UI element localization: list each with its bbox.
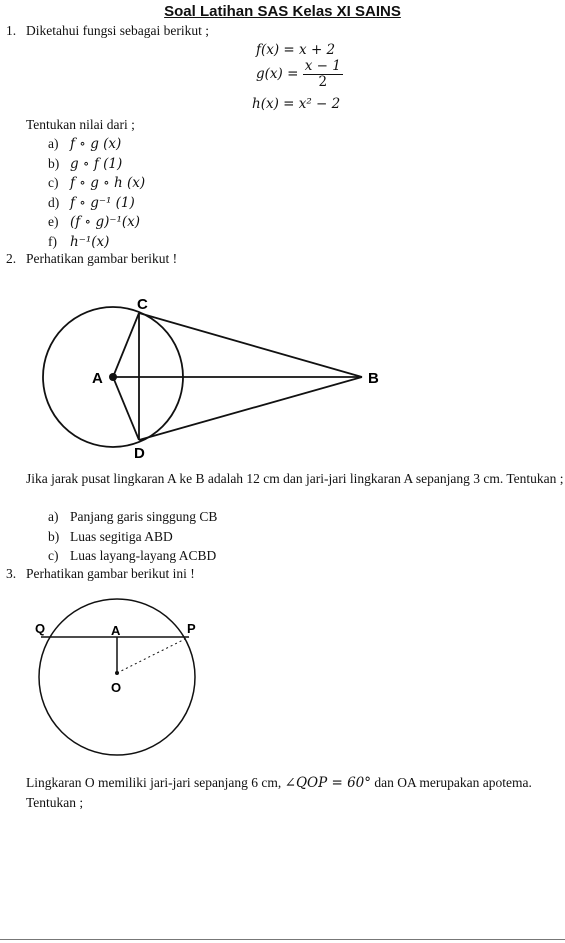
label-q: Q	[35, 621, 46, 636]
function-f: f(x) = x + 2	[256, 42, 336, 58]
label-a3: A	[111, 623, 121, 638]
list-item: a) Panjang garis singgung CB	[48, 509, 218, 524]
page-divider	[0, 939, 565, 940]
fraction-numerator: x − 1	[304, 58, 341, 74]
function-h: h(x) = x² − 2	[252, 96, 341, 112]
tangent-db	[139, 377, 362, 440]
radius-op-dotted	[117, 637, 189, 673]
question-number: 2.	[6, 251, 17, 266]
q2-sub-list	[48, 507, 217, 566]
question-number: 3.	[6, 566, 17, 581]
list-item: f) h⁻¹(x)	[48, 233, 110, 250]
list-item: c) f ∘ g ∘ h (x)	[48, 175, 146, 191]
label-b: B	[368, 370, 379, 387]
label-p: P	[187, 621, 196, 636]
fraction-denominator: 2	[318, 74, 328, 90]
question-task: Tentukan nilai dari ;	[26, 117, 135, 132]
question-text: Lingkaran O memiliki jari-jari sepanjang 6 cm, ∠QOP = 60° dan OA merupakan apotema. Tentukan ;	[26, 775, 532, 810]
list-item: a) f ∘ g (x)	[48, 136, 122, 152]
label-a: A	[92, 370, 103, 387]
tangent-cb	[139, 313, 362, 377]
center-point-o	[115, 671, 119, 675]
question-intro: Diketahui fungsi sebagai berikut ;	[26, 23, 209, 38]
segment-ad	[113, 377, 139, 440]
function-g-lhs: g(x) =	[256, 66, 299, 82]
list-item: d) f ∘ g⁻¹ (1)	[48, 194, 135, 211]
center-point-a	[109, 373, 117, 381]
label-d: D	[134, 445, 145, 462]
list-item: b) Luas segitiga ABD	[48, 528, 173, 544]
page-title: Soal Latihan SAS Kelas XI SAINS	[164, 3, 401, 20]
list-item: b) g ∘ f (1)	[48, 155, 123, 172]
list-item: c) Luas layang-layang ACBD	[48, 548, 217, 563]
question-number: 1.	[6, 23, 17, 38]
angle-expression: ∠QOP = 60°	[284, 775, 372, 791]
question-intro: Perhatikan gambar berikut !	[26, 251, 178, 266]
question-text: Jika jarak pusat lingkaran A ke B adalah 12 cm dan jari-jari lingkaran A sepanjang 3 cm. Tentukan ;	[26, 471, 564, 486]
question-intro: Perhatikan gambar berikut ini !	[26, 566, 195, 581]
list-item: e) (f ∘ g)⁻¹(x)	[48, 214, 141, 230]
label-o: O	[111, 680, 122, 695]
segment-ac	[113, 313, 139, 377]
label-c: C	[137, 296, 148, 313]
